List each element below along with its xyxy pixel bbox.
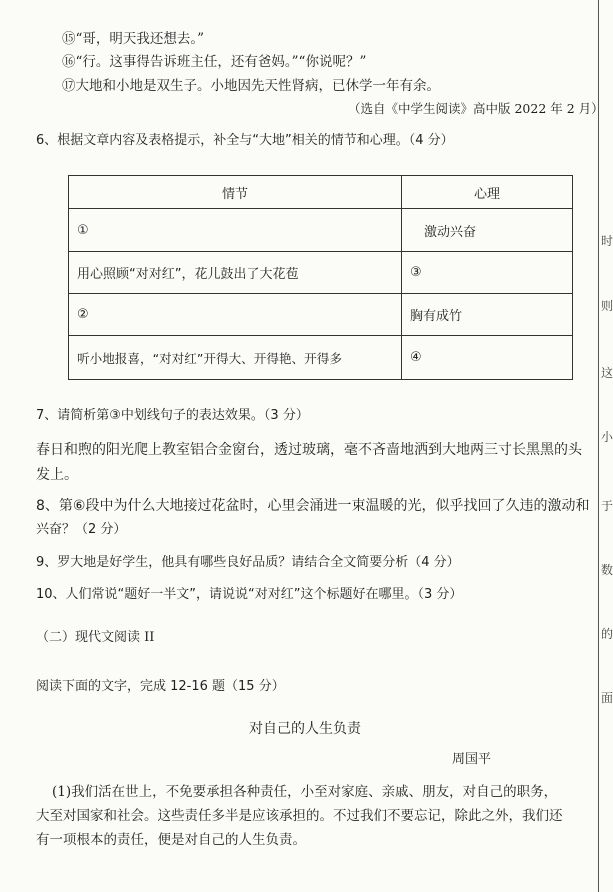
table-row <box>69 336 573 380</box>
question-8-line1: 8、第⑥段中为什么大地接过花盆时，心里会涌进一束温暖的光，似乎找回了久违的激动和 <box>36 498 590 514</box>
edge-char: 这 <box>601 366 613 380</box>
article-paragraph-1-line3: 有一项根本的责任，便是对自己的人生负责。 <box>36 832 306 848</box>
edge-char: 小 <box>601 430 613 444</box>
mind-cell: ③ <box>402 252 573 294</box>
article-paragraph-1-line2: 大至对国家和社会。这些责任多半是应该承担的。不过我们不要忘记，除此之外，我们还 <box>36 808 563 824</box>
mind-cell: 胸有成竹 <box>402 294 573 336</box>
story-paragraph-16: ⑯“行。这事得告诉班主任，还有爸妈。”“你说呢？” <box>62 54 367 70</box>
question-7-quote-line1: 春日和煦的阳光爬上教室铝合金窗台，透过玻璃，毫不吝啬地洒到大地两三寸长黑黑的头 <box>36 442 582 458</box>
edge-char: 时 <box>601 234 613 248</box>
question-7: 7、请简析第③中划线句子的表达效果。（3 分） <box>36 408 309 423</box>
mind-cell: 激动兴奋 <box>402 209 573 252</box>
plot-cell: 用心照顾“对对红”，花儿鼓出了大花苞 <box>69 252 402 294</box>
question-9: 9、罗大地是好学生，他具有哪些良好品质？请结合全文简要分析（4 分） <box>36 555 460 570</box>
section-heading: （二）现代文阅读 II <box>36 630 155 645</box>
article-author: 周国平 <box>452 752 492 767</box>
table-row <box>69 294 573 336</box>
story-paragraph-17: ⑰大地和小地是双生子。小地因先天性肾病，已休学一年有余。 <box>62 78 440 94</box>
reading-instruction: 阅读下面的文字，完成 12-16 题（15 分） <box>36 679 285 694</box>
header-plot: 情节 <box>69 176 402 209</box>
source-citation: （选自《中学生阅读》高中版 2022 年 2 月） <box>348 101 604 116</box>
plot-cell: ② <box>69 294 402 336</box>
edge-char: 面 <box>601 691 613 705</box>
question-10: 10、人们常说“题好一半文”，请说说“对对红”这个标题好在哪里。（3 分） <box>36 587 463 602</box>
article-title: 对自己的人生负责 <box>249 721 361 737</box>
header-mind: 心理 <box>402 176 573 209</box>
edge-char: 则 <box>601 299 613 313</box>
story-paragraph-15: ⑮“哥，明天我还想去。” <box>62 31 205 47</box>
plot-cell: ① <box>69 209 402 252</box>
edge-char: 的 <box>601 627 613 641</box>
plot-cell: 听小地报喜，“对对红”开得大、开得艳、开得多 <box>69 336 402 380</box>
article-paragraph-1-line1: (1)我们活在世上，不免要承担各种责任，小至对家庭、亲戚、朋友，对自己的职务， <box>52 784 558 800</box>
question-7-quote-line2: 发上。 <box>36 467 78 483</box>
question-8-line2: 兴奋？（2 分） <box>36 522 127 537</box>
question-6: 6、根据文章内容及表格提示，补全与“大地”相关的情节和心理。（4 分） <box>36 133 454 148</box>
edge-char: 于 <box>601 499 613 513</box>
plot-mind-table <box>68 175 573 380</box>
table-header-row <box>69 176 573 209</box>
page-edge-line <box>598 0 599 892</box>
table-row <box>69 252 573 294</box>
mind-cell: ④ <box>402 336 573 380</box>
edge-char: 数 <box>601 563 613 577</box>
table-row <box>69 209 573 252</box>
